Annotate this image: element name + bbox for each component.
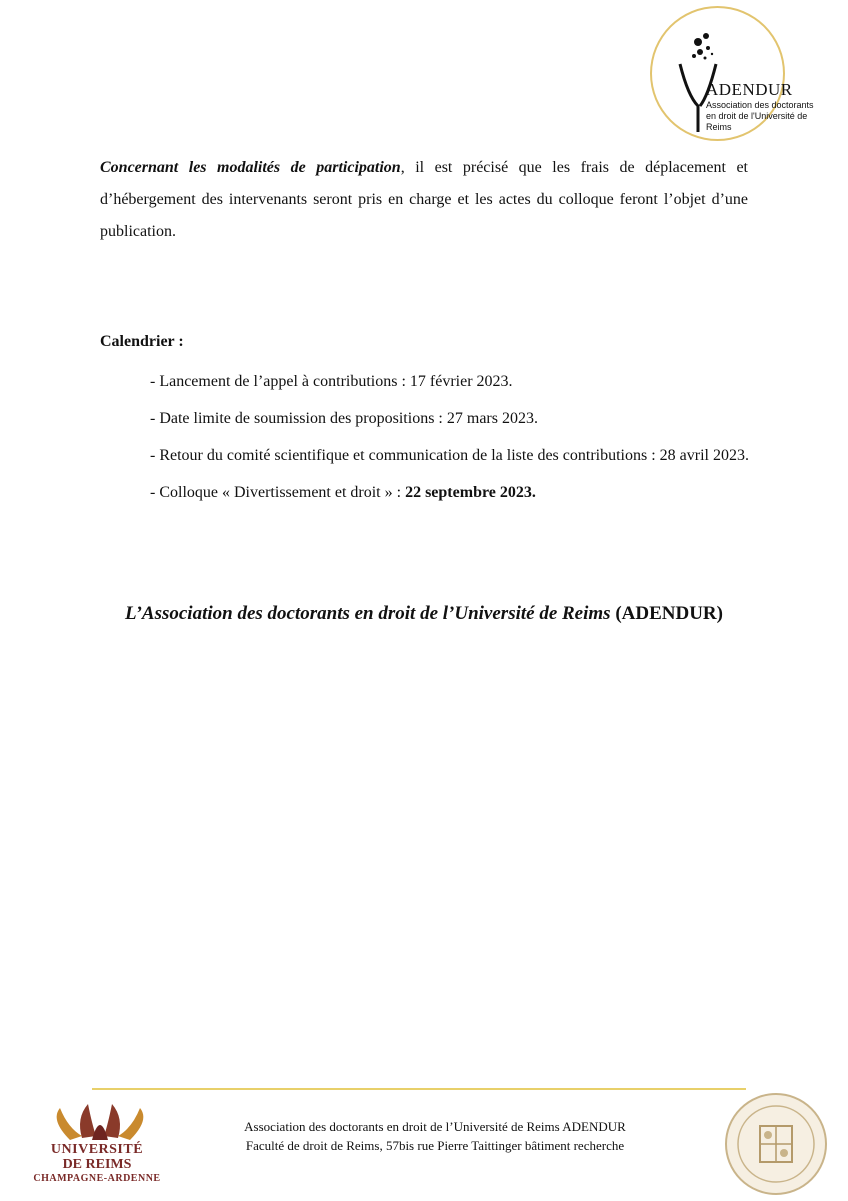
university-name: UNIVERSITÉ DE REIMS CHAMPAGNE-ARDENNE	[33, 1142, 161, 1184]
logo-subtitle: Association des doctorants en droit de l'Université de Reims	[706, 100, 814, 132]
footer-divider	[92, 1088, 746, 1090]
participation-paragraph	[100, 152, 748, 248]
colloque-date: 22 septembre 2023.	[405, 484, 536, 501]
faculty-seal-icon	[724, 1092, 828, 1196]
logo-title: ADENDUR	[706, 80, 793, 99]
closing-signature	[0, 603, 848, 625]
closing-acronym: (ADENDUR)	[610, 603, 723, 624]
calendar-heading: Calendrier :	[100, 333, 184, 350]
footer-line-1: Association des doctorants en droit de l’Université de Reims ADENDUR	[244, 1119, 626, 1134]
participation-lead: Concernant les modalités de participation	[100, 159, 401, 176]
footer-address	[200, 1117, 670, 1155]
university-crown-icon	[30, 1100, 170, 1145]
faculty-seal	[724, 1092, 828, 1196]
calendar-list	[150, 372, 760, 502]
calendar-item: - Lancement de l’appel à contributions : 17 février 2023.	[150, 373, 513, 390]
calendar-item: - Retour du comité scientifique et communication de la liste des contributions : 28 avril 2023.	[150, 447, 749, 464]
participation-text: , il est précisé que les frais de déplacement et d’hébergement des intervenants seront pris en charge et les actes du colloque feront l’objet d’une publication.	[100, 159, 749, 240]
closing-association-name: L’Association des doctorants en droit de l’Université de Reims	[125, 603, 611, 624]
footer-line-2: Faculté de droit de Reims, 57bis rue Pierre Taittinger bâtiment recherche	[245, 1138, 625, 1153]
calendar-item: - Colloque « Divertissement et droit » : 22 septembre 2023.	[150, 484, 536, 501]
calendar-item: - Date limite de soumission des propositions : 27 mars 2023.	[150, 410, 538, 427]
